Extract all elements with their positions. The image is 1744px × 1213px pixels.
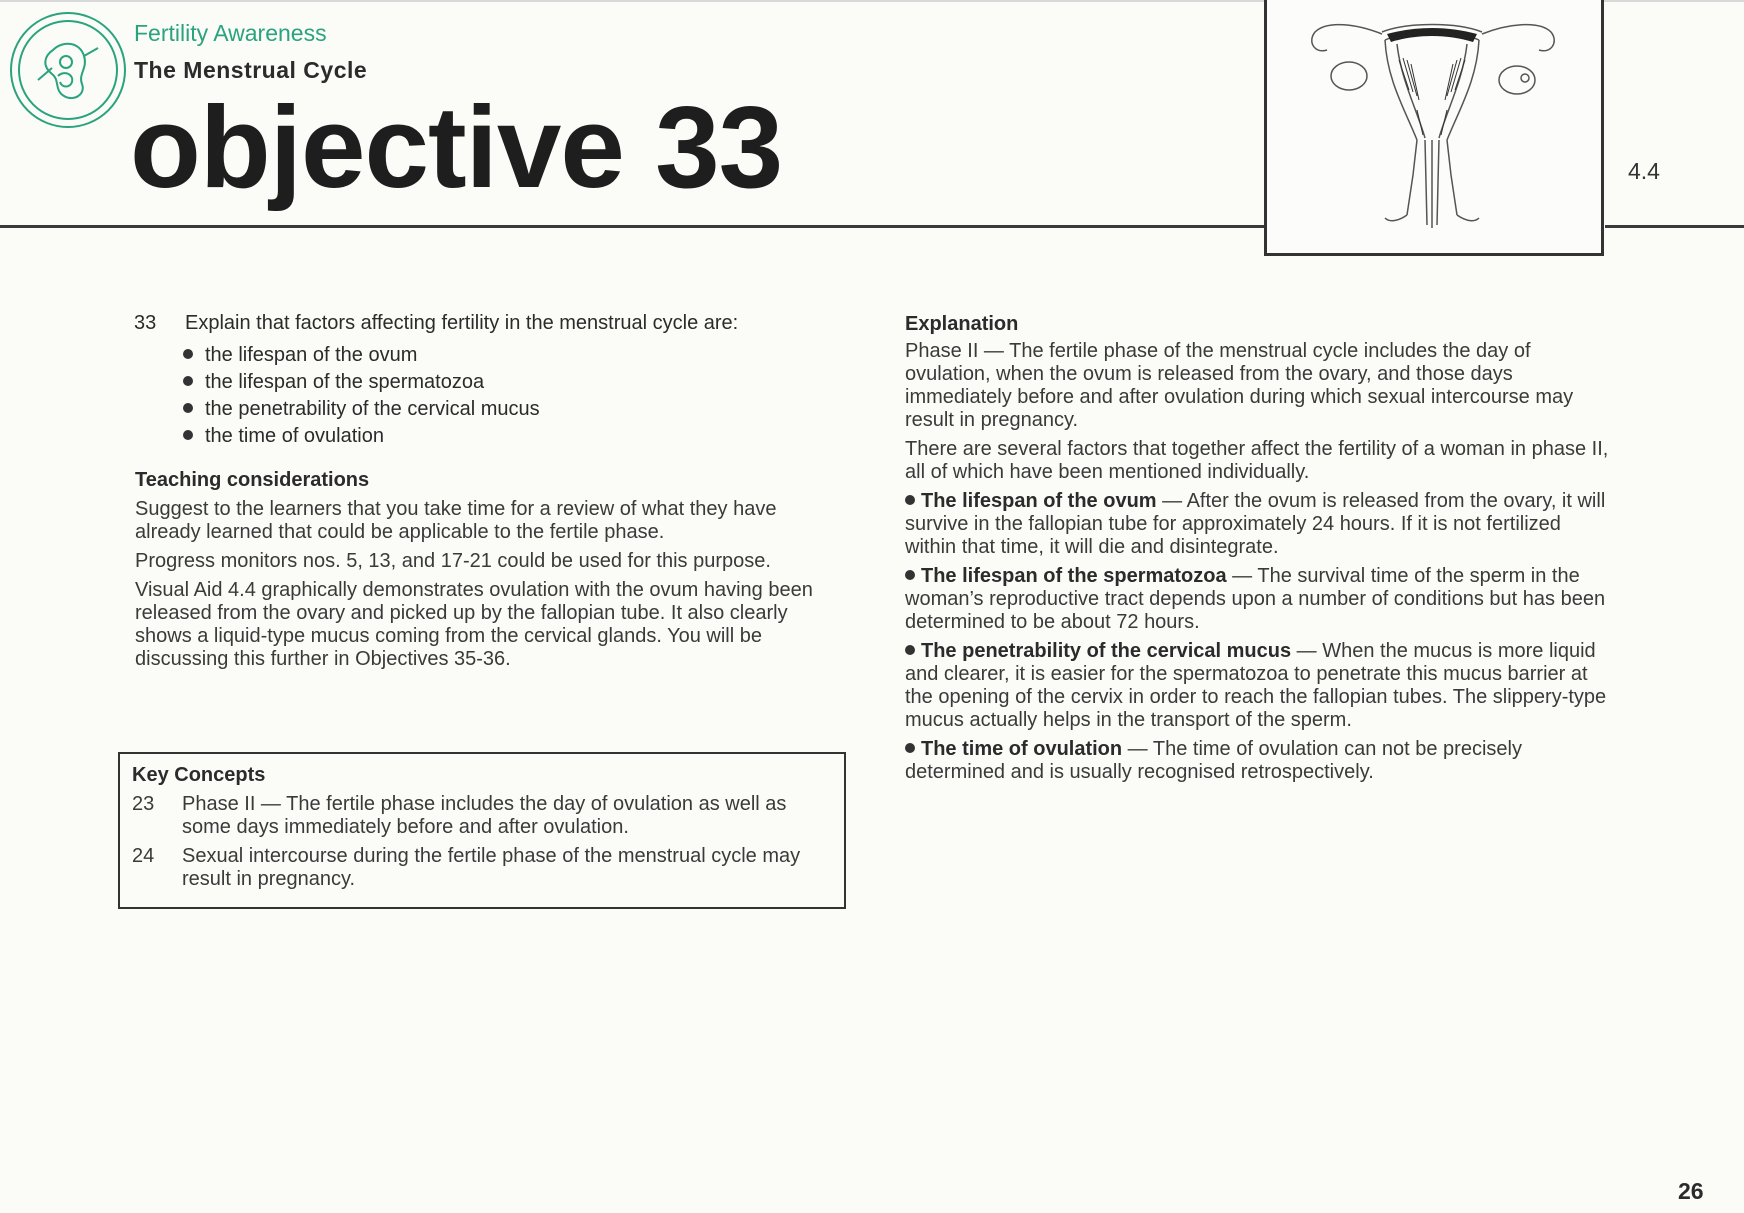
uterus-illustration-panel (1264, 0, 1604, 256)
factor-paragraph (905, 738, 1610, 784)
objective-factor-list (183, 342, 540, 450)
factor-title: The lifespan of the spermatozoa (921, 565, 1227, 587)
factor-paragraph (905, 640, 1610, 732)
list-item: the lifespan of the spermatozoa (183, 369, 540, 396)
factor-title: The lifespan of the ovum (921, 490, 1157, 512)
series-title: Fertility Awareness (134, 20, 327, 46)
factor-paragraph (905, 490, 1610, 559)
bullet-icon (905, 495, 915, 505)
bullet-icon (905, 570, 915, 580)
paragraph: Suggest to the learners that you take time for a review of what they have already learned that could be applicable to the fertile phase. (135, 498, 777, 543)
header-rule-right (1605, 225, 1744, 228)
factor-text: — When the mucus is more liquid and clearer, it is easier for the spermatozoa to penetrate this mucus barrier at the opening of the cervix in order to reach the fallopian tubes. The slippery-type mucus actually helps in the transport of the sperm. (905, 640, 1607, 731)
uterus-illustration-icon (1267, 0, 1601, 250)
list-item: the lifespan of the ovum (183, 342, 540, 369)
header-rule (0, 225, 1266, 228)
section-subtitle: The Menstrual Cycle (134, 57, 368, 83)
key-concept-text: Phase II — The fertile phase includes the day of ovulation as well as some days immediately before and after ovulation. (182, 793, 787, 838)
teaching-body (135, 498, 835, 677)
paragraph: Progress monitors nos. 5, 13, and 17-21 could be used for this purpose. (135, 550, 771, 572)
objective-title: objective 33 (130, 82, 783, 212)
bullet-icon (183, 349, 193, 359)
bullet-icon (183, 430, 193, 440)
objective-statement: Explain that factors affecting fertility in the menstrual cycle are: (185, 312, 739, 334)
factor-title: The penetrability of the cervical mucus (921, 640, 1292, 662)
factor-text: — The time of ovulation can not be precisely determined and is usually recognised retrospectively. (905, 738, 1522, 783)
bullet-icon (905, 743, 915, 753)
factor-text: — After the ovum is released from the ovary, it will survive in the fallopian tube for approximately 24 hours. If it is not fertilized within that time, it will die and disintegrate. (905, 490, 1606, 558)
key-concept-text: Sexual intercourse during the fertile phase of the menstrual cycle may result in pregnancy. (182, 845, 801, 890)
explanation-heading: Explanation (905, 313, 1019, 335)
visual-aid-number: 4.4 (1628, 158, 1660, 184)
factor-paragraph (905, 565, 1610, 634)
factor-text: — The survival time of the sperm in the woman’s reproductive tract depends upon a number of conditions but has been determined to be about 72 hours. (905, 565, 1606, 633)
key-concepts-heading: Key Concepts (132, 764, 266, 786)
bullet-icon (905, 645, 915, 655)
objective-number: 33 (134, 312, 157, 334)
bullet-icon (183, 376, 193, 386)
key-concept-number: 23 (132, 793, 155, 815)
list-item: the penetrability of the cervical mucus (183, 396, 540, 423)
program-logo-icon (8, 10, 128, 130)
paragraph: There are several factors that together affect the fertility of a woman in phase II, all of which have been mentioned individually. (905, 438, 1609, 483)
bullet-icon (183, 403, 193, 413)
list-item: the time of ovulation (183, 423, 540, 450)
factor-title: The time of ovulation (921, 738, 1123, 760)
paragraph: Visual Aid 4.4 graphically demonstrates ovulation with the ovum having been released from the ovary and picked up by the fallopian tube. It also clearly shows a liquid-type mucus coming from the cervical glands. You will be discussing this further in Objectives 35-36. (135, 579, 813, 670)
key-concept-number: 24 (132, 845, 155, 867)
paragraph: Phase II — The fertile phase of the menstrual cycle includes the day of ovulation, when the ovum is released from the ovary, and those days immediately before and after ovulation during which sexual intercourse may result in pregnancy. (905, 340, 1574, 431)
teaching-heading: Teaching considerations (135, 469, 370, 491)
page-number: 26 (1678, 1178, 1704, 1204)
explanation-body (905, 340, 1610, 790)
